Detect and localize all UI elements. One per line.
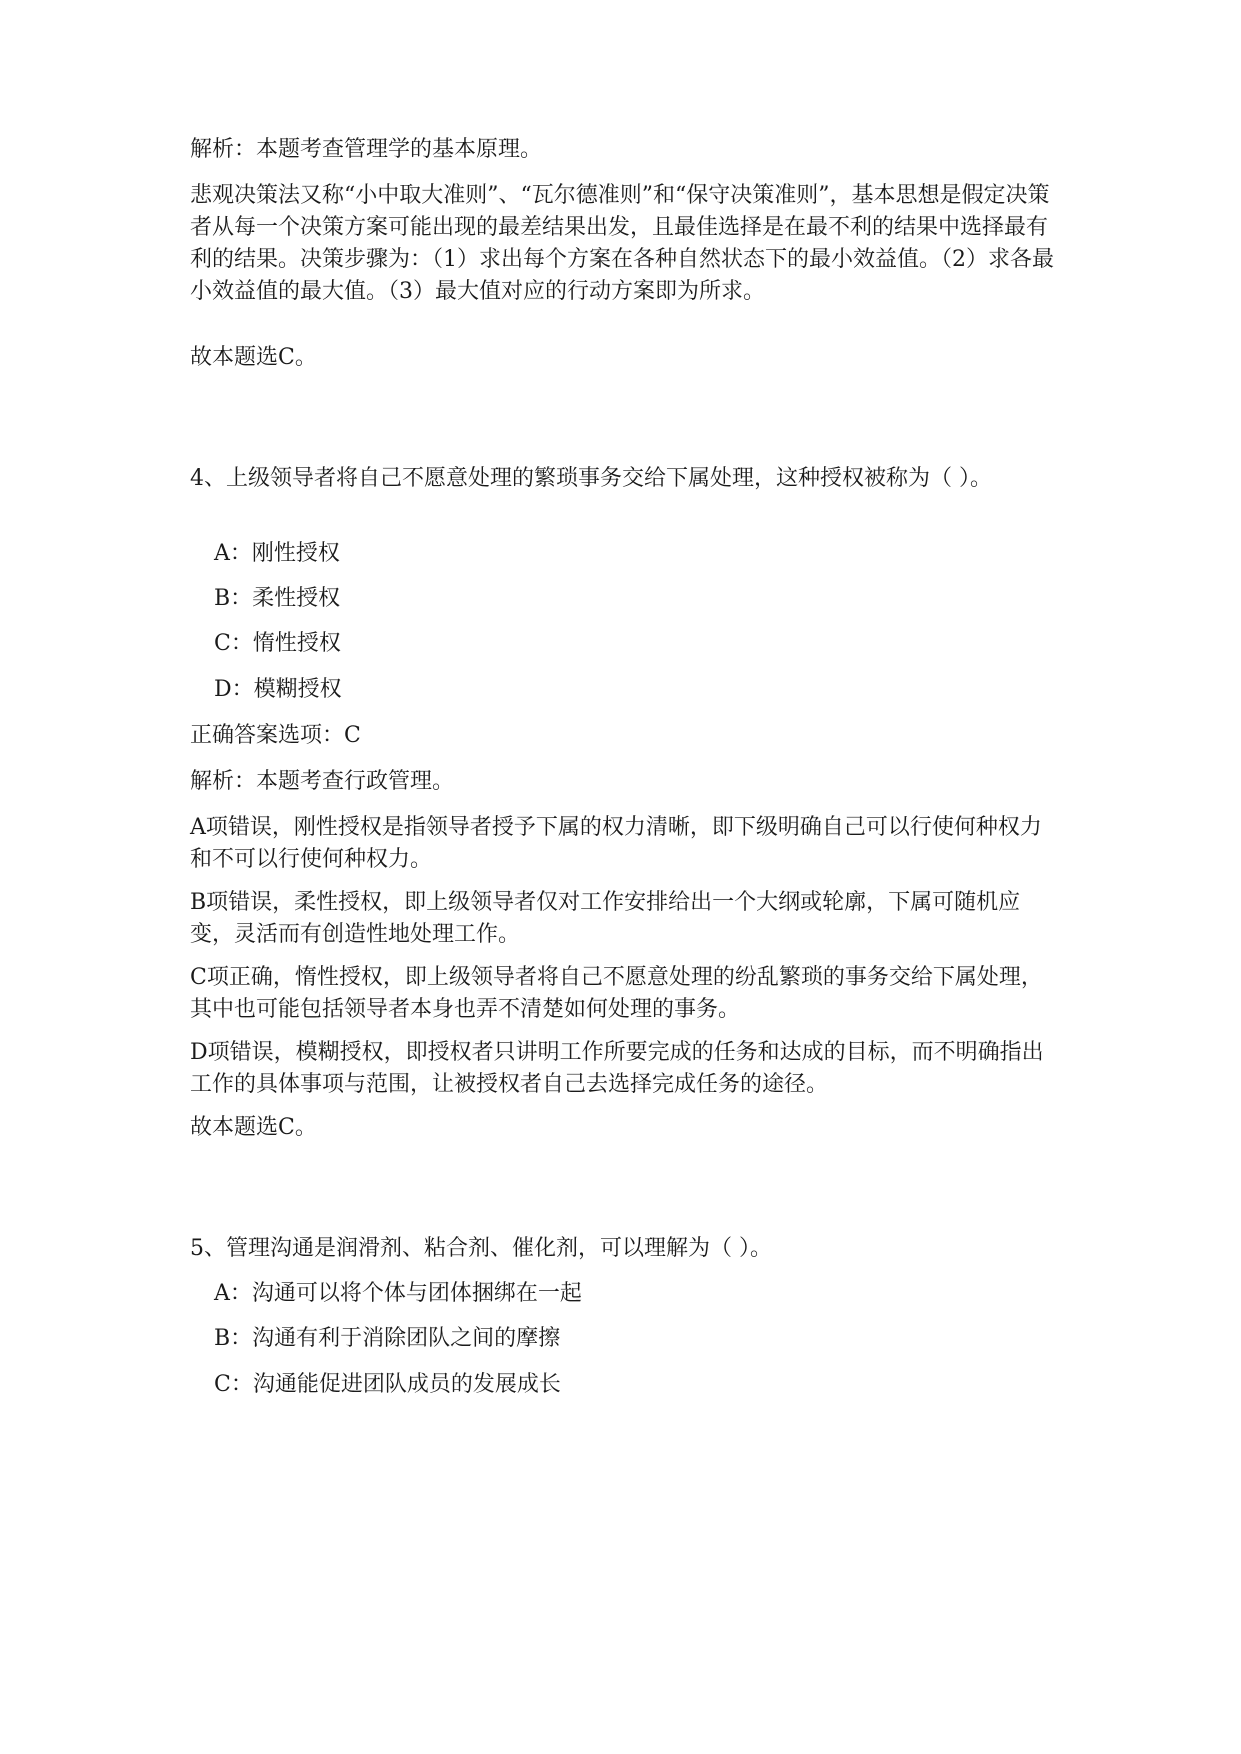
q3-analysis-body: 悲观决策法又称“小中取大准则”、“瓦尔德准则”和“保守决策准则”，基本思想是假定决策者从每一个决策方案可能出现的最差结果出发，且最佳选择是在最不利的结果中选择最有利的结果。决策步骤为：（1）求出每个方案在各种自然状态下的最小效益值。（2）求各最小效益值的最大值。（3）最大值对应的行动方案即为所求。 [190,183,1054,304]
q4-analysis-point-d: D项错误，模糊授权，即授权者只讲明工作所要完成的任务和达成的目标，而不明确指出工作的具体事项与范围，让被授权者自己去选择完成任务的途径。 [190,1040,1044,1097]
q5-question: 5、管理沟通是润滑剂、粘合剂、催化剂，可以理解为（ ）。 [190,1236,772,1261]
q5-option-b: B：沟通有利于消除团队之间的摩擦 [214,1326,561,1351]
q5-option-c: C：沟通能促进团队成员的发展成长 [214,1372,561,1397]
q4-analysis-point-a: A项错误，刚性授权是指领导者授予下属的权力清晰，即下级明确自己可以行使何种权力和不可以行使何种权力。 [190,815,1042,872]
q4-answer: 正确答案选项：C [190,723,361,748]
q4-conclusion: 故本题选C。 [190,1115,317,1140]
q3-analysis-title: 解析：本题考查管理学的基本原理。 [190,137,543,162]
q3-conclusion: 故本题选C。 [190,345,317,370]
q4-option-a: A：刚性授权 [214,541,340,566]
q4-analysis-title: 解析：本题考查行政管理。 [190,769,455,794]
q4-question: 4、上级领导者将自己不愿意处理的繁琐事务交给下属处理，这种授权被称为（ ）。 [190,466,992,491]
q4-option-b: B：柔性授权 [214,586,341,611]
q4-analysis-point-b: B项错误，柔性授权，即上级领导者仅对工作安排给出一个大纲或轮廓，下属可随机应变，灵活而有创造性地处理工作。 [190,890,1021,947]
q4-option-d: D：模糊授权 [214,677,342,702]
q4-option-c: C：惰性授权 [214,631,341,656]
q4-analysis-point-c: C项正确，惰性授权，即上级领导者将自己不愿意处理的纷乱繁琐的事务交给下属处理，其中也可能包括领导者本身也弄不清楚如何处理的事务。 [190,965,1043,1022]
q5-option-a: A：沟通可以将个体与团体捆绑在一起 [214,1281,582,1306]
